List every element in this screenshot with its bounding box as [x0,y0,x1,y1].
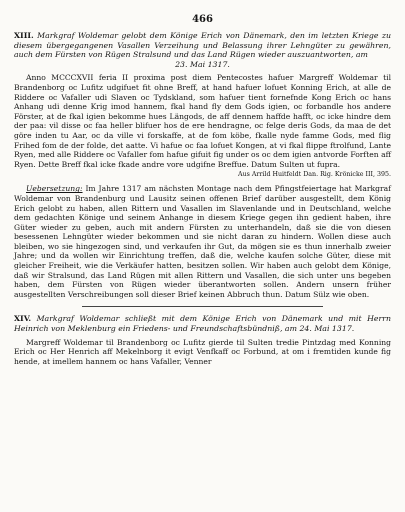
doc13-heading [14,31,391,69]
doc14-number: XIV. [14,314,32,324]
doc14-heading [14,314,391,333]
section-divider [82,306,323,307]
doc13-heading-text: Markgraf Woldemar gelobt dem Könige Erich von Dänemark, den im letzten Kriege zu diesem übergegangenen Vasallen Verzeihung und Belassung ihrer Lehngüter zu gewähren, auch dem Fürsten von Rügen Stralsund und das Land Rügen wieder auszuantworten, am [14,31,391,60]
doc14-body: Margreff Woldemar til Brandenborg oc Lufitz gierde til Sulten tredie Pintzdag med Konning Erich oc Her Henrich aff Mekelnborg it evigt Venfkaff oc Forbund, at om i fremtiden kunde fig hende, at imellem hannem oc hans Vafaller, Venner [14,337,391,366]
doc13-source: Aus Arrild Huitfeldt Dan. Rig. Krönicke III, 395. [238,171,391,179]
page-number: 466 [192,14,213,25]
doc13-date: 23. Mai 1317. [175,59,230,69]
translation-label: Uebersetzung: [26,184,83,194]
doc13-number: XIII. [14,31,34,40]
doc14-heading-text: Markgraf Woldemar schließt mit dem Könige Erich von Dänemark und mit Herrn Heinrich von Meklenburg ein Friedens- und Freundschaftsbündniß, am 24. Mai 1317. [14,314,391,334]
translation-paragraph [14,184,391,299]
doc13-body: Anno MCCCXVII feria II proxima post diem Pentecostes hafuer Margreff Woldemar til Brandenborg oc Lufitz udgifuet fit ohne Breff, at hand hafuer lofuet Konning Erich, at alle de Riddere oc Vafaller udi Slaven oc Tydskland, som hafuer tient fornefnde Kong Erich oc hans Anhang udi denne Krig imod hannem, fkal hand fly dem Gods igien, oc forbandle hos andere Förster, at de fkal igien bekomme hues Längods, de aff dennem haffde hafft, oc icke hindre dem der paa: vil disse oc faa heller blifuer hos de ere hendragne, oc felge deris Gods, da maa de det göre inden tu Aar, oc da ville vi forskaffe, at de fom köbe, fkalle nyde famme Gods, med flig Frihed fom de der folde, det aatte. Vi hafue oc faa lofuet Kongen, at vi fkal flippe ftrolfund, Lante Ryen, med alle Riddere oc Vafaller fom hafue gifuit fig under os oc dem igien antvorde Forften aff Ryen. Dette Breff fkal icke fkade andre vore udgifne Breffue. Datum Sulten ut fupra. [14,73,391,169]
translation-text: Im Jahre 1317 am nächsten Montage nach dem Pfingstfeiertage hat Markgraf Woldemar von Brandenburg und Lausitz seinen offenen Brief darüber ausgestellt, dem König Erich gelobt zu haben, allen Rittern und Vasallen im Slavenlande und in Deutschland, welche dem gedachten Könige und seinem Anhange in diesem Kriege gegen ihn gedient haben, ihre Güter wieder zu geben, auch mit andern Fürsten zu unterhandeln, daß sie die von diesen besessenen Lehngüter wieder bekommen und sie nicht daran zu hindern. Wollen diese auch bleiben, wo sie hingezogen sind, und verkaufen ihr Gut, da mögen sie es thun innerhalb zweier Jahre; und da wollen wir Einrichtung treffen, daß die, welche kaufen solche Güter, diese mit gleicher Freiheit, wie die Verkäufer hatten, besitzen sollen. Wir haben auch gelobt dem Könige, daß wir Stralsund, das Land Rügen mit allen Rittern und Vasallen, die sich unter uns begeben haben, dem Fürsten von Rügen wieder überantworten sollen. Andern unsern früher ausgestellten Verschreibungen soll dieser Brief keinen Abbruch thun. Datum Sülz wie oben. [14,184,391,299]
